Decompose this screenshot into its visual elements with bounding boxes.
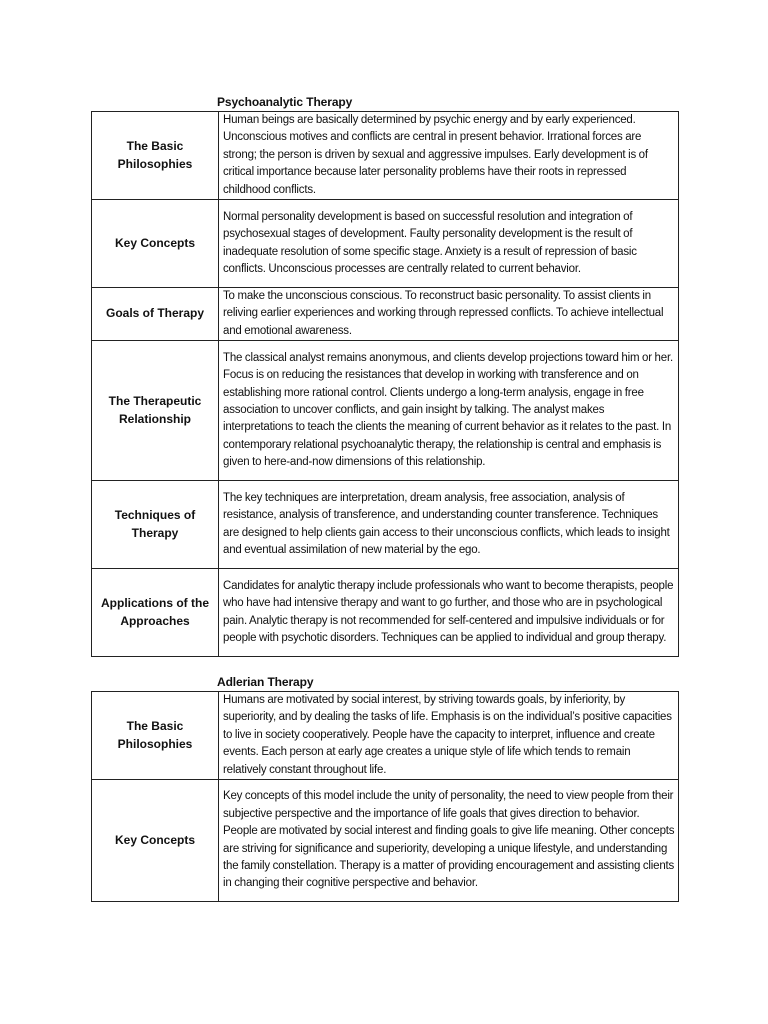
row-label: Applications of the Approaches — [92, 569, 219, 657]
row-label: Goals of Therapy — [92, 288, 219, 341]
row-description: The classical analyst remains anonymous, and clients develop projections toward him or her. Focus is on reducing the resistances that develop in working with transference and on establishing more rational control. Clients undergo a long-term analysis, engage in free association to uncover conflicts, and gain insight by talking. The analyst makes interpretations to teach the clients the meaning of current behavior as it relates to the past. In contemporary relational psychoanalytic therapy, the relationship is central and emphasis is given to here-and-now dimensions of this relationship. — [219, 341, 679, 481]
row-label: The Basic Philosophies — [92, 112, 219, 200]
row-description: Humans are motivated by social interest, by striving towards goals, by inferiority, by superiority, and by dealing the tasks of life. Emphasis is on the individual’s positive capacities to live in society cooperatively. People have the capacity to interpret, influence and create events. Each person at early age creates a unique style of life which tends to remain relatively constant throughout life. — [219, 692, 679, 780]
row-description: Candidates for analytic therapy include professionals who want to become therapists, people who have had intensive therapy and want to go further, and those who are in psychological pain. Analytic therapy is not recommended for self-centered and impulsive individuals or for people with psychotic disorders. Techniques can be applied to individual and group therapy. — [219, 569, 679, 657]
adlerian-title: Adlerian Therapy — [217, 675, 314, 689]
table-row — [92, 481, 679, 569]
adlerian-table-wrapper — [91, 691, 679, 902]
table-row — [92, 200, 679, 288]
row-label: Key Concepts — [92, 200, 219, 288]
row-label: Key Concepts — [92, 780, 219, 902]
table-row — [92, 780, 679, 902]
psychoanalytic-table — [91, 111, 679, 657]
table-row — [92, 569, 679, 657]
table-row — [92, 288, 679, 341]
row-label: The Basic Philosophies — [92, 692, 219, 780]
psychoanalytic-title: Psychoanalytic Therapy — [217, 95, 353, 109]
table-row — [92, 112, 679, 200]
table-row — [92, 692, 679, 780]
row-description: Key concepts of this model include the unity of personality, the need to view people from their subjective perspective and the importance of life goals that gives direction to behavior. People are motivated by social interest and finding goals to give life meaning. Other concepts are striving for significance and superiority, developing a unique lifestyle, and understanding the family constellation. Therapy is a matter of providing encouragement and assisting clients in changing their cognitive perspective and behavior. — [219, 780, 679, 902]
row-description: The key techniques are interpretation, dream analysis, free association, analysis of resistance, analysis of transference, and understanding counter transference. Techniques are designed to help clients gain access to their unconscious conflicts, which leads to insight and eventual assimilation of new material by the ego. — [219, 481, 679, 569]
adlerian-table — [91, 691, 679, 902]
row-label: Techniques of Therapy — [92, 481, 219, 569]
psychoanalytic-table-wrapper — [91, 111, 679, 657]
row-description: To make the unconscious conscious. To reconstruct basic personality. To assist clients in reliving earlier experiences and working through repressed conflicts. To achieve intellectual and emotional awareness. — [219, 288, 679, 341]
row-description: Normal personality development is based on successful resolution and integration of psychosexual stages of development. Faulty personality development is the result of inadequate resolution of some specific stage. Anxiety is a result of repression of basic conflicts. Unconscious processes are centrally related to current behavior. — [219, 200, 679, 288]
row-label: The Therapeutic Relationship — [92, 341, 219, 481]
row-description: Human beings are basically determined by psychic energy and by early experienced. Unconscious motives and conflicts are central in present behavior. Irrational forces are strong; the person is driven by sexual and aggressive impulses. Early development is of critical importance because later personality problems have their roots in repressed childhood conflicts. — [219, 112, 679, 200]
table-row — [92, 341, 679, 481]
